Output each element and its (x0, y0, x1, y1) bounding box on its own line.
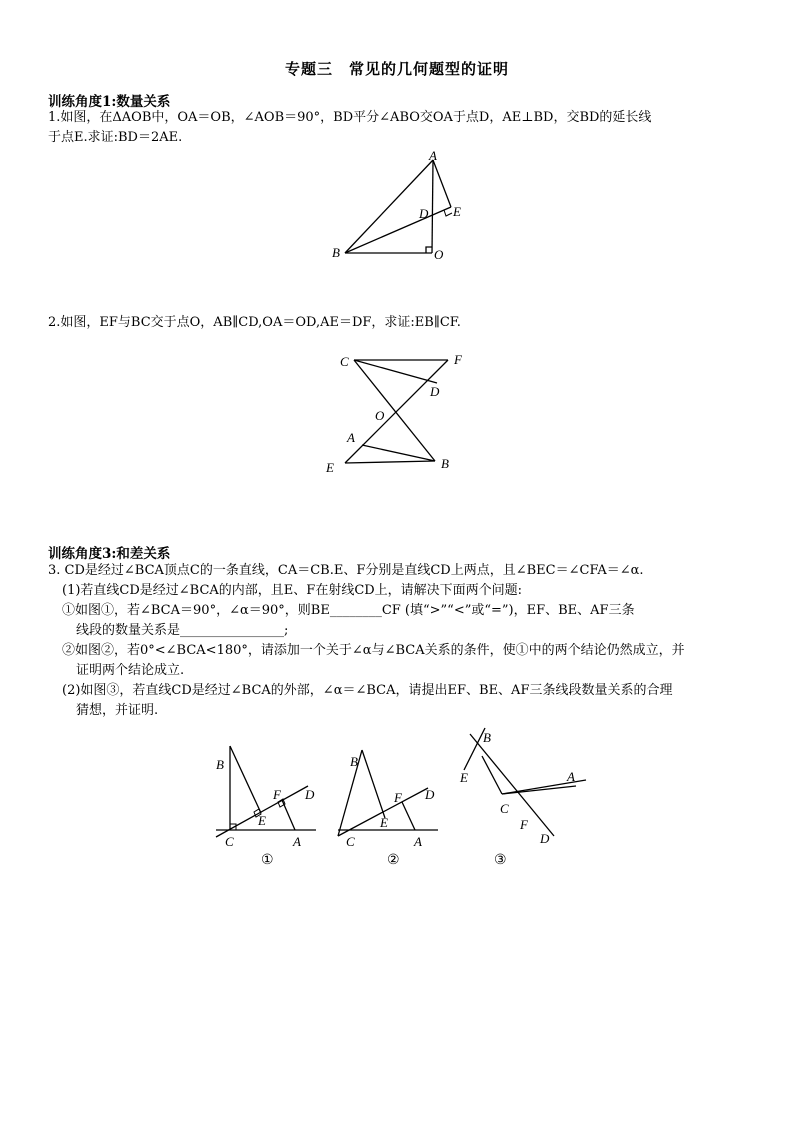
section-heading-3: 训练角度3:和差关系 (48, 546, 171, 562)
figure-caption-3: ③ (494, 853, 507, 868)
label-E: E (453, 204, 461, 219)
label-D: D (430, 384, 440, 399)
label-D: D (305, 787, 315, 802)
label-O: O (434, 247, 444, 262)
problem1-line1: 1.如图，在ΔAOB中，OA＝OB，∠AOB＝90°，BD平分∠ABO交OA于点D，AE⊥BD，交BD的延长线 (48, 110, 652, 125)
problem2-line1: 2.如图，EF与BC交于点O，AB∥CD,OA＝OD,AE＝DF，求证:EB∥CF. (48, 315, 461, 330)
problem3-line7: (2)如图③，若直线CD是经过∠BCA的外部，∠α＝∠BCA，请提出EF、BE、AF三条线段数量关系的合理 (62, 683, 673, 698)
label-B: B (483, 730, 491, 745)
figure-caption-2: ② (387, 853, 400, 868)
label-F: F (273, 787, 281, 802)
problem3-line8: 猜想，并证明. (76, 703, 159, 718)
label-D: D (419, 206, 429, 221)
problem1-line2: 于点E.求证:BD＝2AE. (48, 130, 183, 145)
label-C: C (225, 834, 234, 849)
page-title: 专题三 常见的几何题型的证明 (284, 60, 509, 78)
label-B: B (350, 754, 358, 769)
label-C: C (346, 834, 355, 849)
label-A: A (429, 148, 437, 163)
label-E: E (258, 813, 266, 828)
problem3-line6: 证明两个结论成立. (76, 663, 185, 678)
label-A: A (293, 834, 301, 849)
label-O: O (375, 408, 385, 423)
label-E: E (326, 460, 334, 475)
figure-problem3-3 (452, 722, 597, 870)
problem3-line5: ②如图②，若0°<∠BCA<180°，请添加一个关于∠α与∠BCA关系的条件，使①中的两个结论仍然成立，并 (62, 643, 685, 658)
label-E: E (460, 770, 468, 785)
label-D: D (540, 831, 550, 846)
problem3-line2: (1)若直线CD是经过∠BCA的内部，且E、F在射线CD上，请解决下面两个问题: (62, 583, 523, 598)
label-C: C (340, 354, 349, 369)
problem3-line3: ①如图①，若∠BCA＝90°，∠α＝90°，则BE________CF (填“>”“<”或“=”)，EF、BE、AF三条 (62, 603, 635, 618)
label-A: A (347, 430, 355, 445)
problem3-line4: 线段的数量关系是________________; (76, 623, 289, 638)
figure-problem3-1 (210, 738, 330, 870)
label-C: C (500, 801, 509, 816)
figure-problem3-2 (330, 738, 450, 870)
figure-problem1 (320, 145, 480, 270)
figure-caption-1: ① (261, 853, 274, 868)
label-F: F (394, 790, 402, 805)
label-E: E (380, 815, 388, 830)
label-F: F (520, 817, 528, 832)
label-B: B (441, 456, 449, 471)
problem3-line1: 3. CD是经过∠BCA顶点C的一条直线，CA＝CB.E、F分别是直线CD上两点，且∠BEC＝∠CFA＝∠α. (48, 563, 644, 578)
label-B: B (216, 757, 224, 772)
label-B: B (332, 245, 340, 260)
label-F: F (454, 352, 462, 367)
label-A: A (567, 769, 575, 784)
label-A: A (414, 834, 422, 849)
section-heading-1: 训练角度1:数量关系 (48, 94, 171, 110)
label-D: D (425, 787, 435, 802)
figure-problem2 (320, 345, 480, 480)
